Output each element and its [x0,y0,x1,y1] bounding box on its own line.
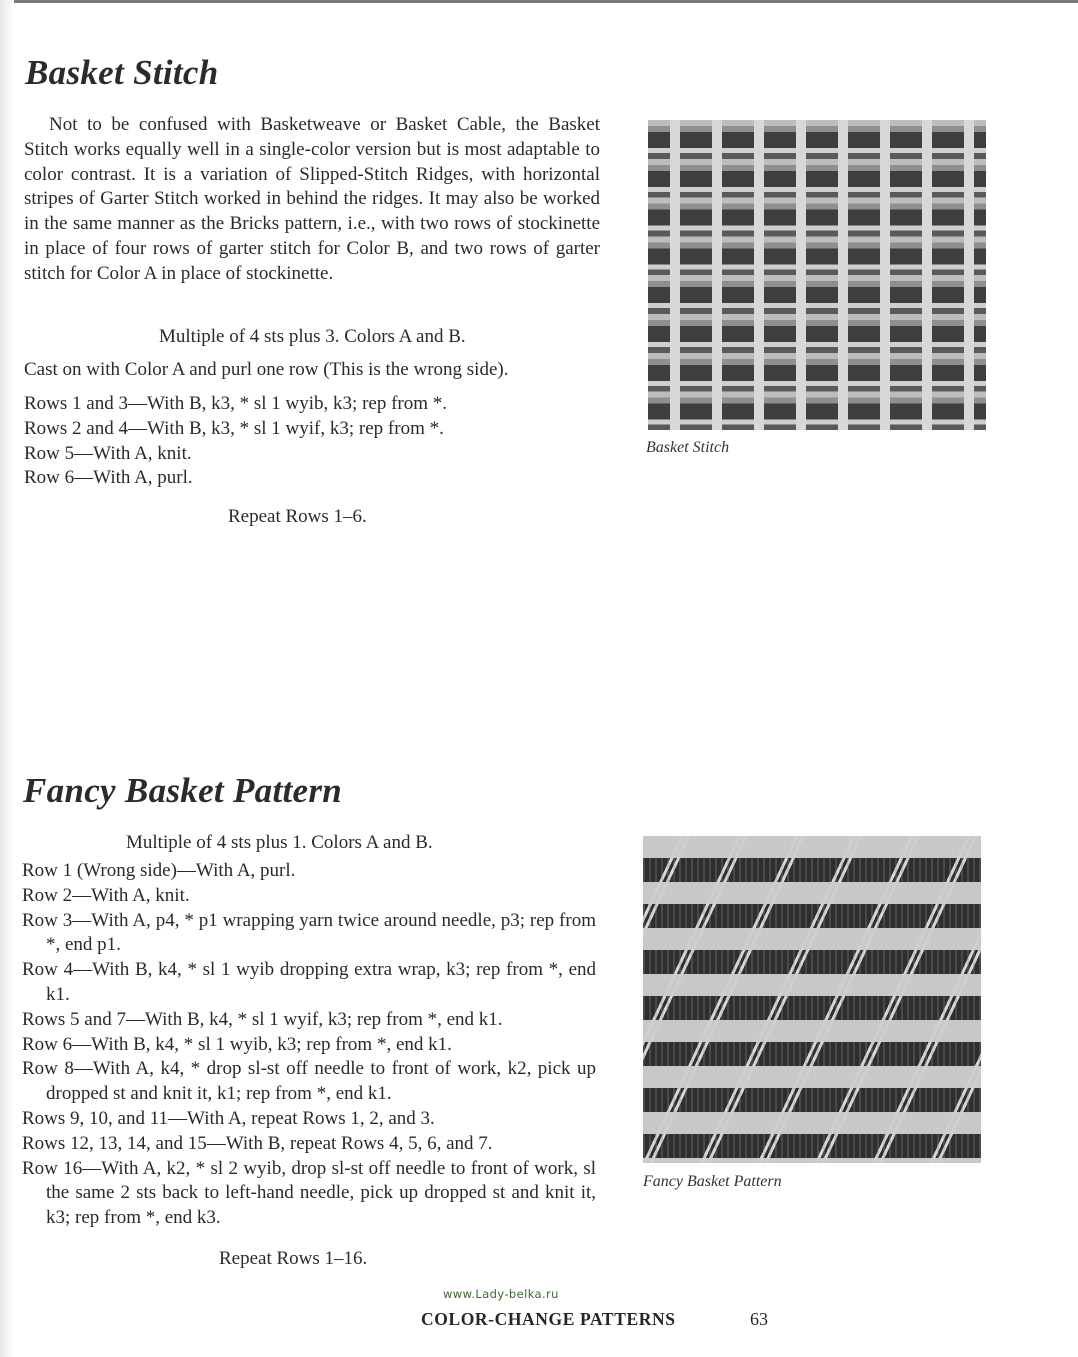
scan-edge-top [0,0,1078,3]
row-instruction: Rows 2 and 4—With B, k3, * sl 1 wyif, k3; rep from *. [24,417,444,439]
watermark-link[interactable]: www.Lady-belka.ru [443,1287,559,1301]
row-instruction: Row 6—With A, purl. [24,467,193,489]
repeat-instruction: Repeat Rows 1–6. [228,506,367,527]
row-instruction: Rows 5 and 7—With B, k4, * sl 1 wyif, k3; rep from *, end k1. [22,1008,503,1030]
fancy-basket-photo [643,836,981,1163]
row-instruction: Rows 9, 10, and 11—With A, repeat Rows 1, 2, and 3. [22,1107,435,1129]
section-title-basket-stitch: Basket Stitch [25,53,219,92]
section-title-fancy-basket: Fancy Basket Pattern [23,771,343,810]
basket-stitch-photo [648,120,986,430]
scan-edge-left [0,0,14,1357]
row-instructions [24,392,598,491]
repeat-instruction: Repeat Rows 1–16. [219,1248,368,1269]
photo-caption: Basket Stitch [646,439,730,456]
page-number: 63 [750,1309,768,1329]
chapter-title: COLOR-CHANGE PATTERNS [421,1309,676,1329]
row-instruction: Row 3—With A, p4, * p1 wrapping yarn twice around needle, p3; rep from *, end p1. [22,909,596,956]
photo-caption: Fancy Basket Pattern [643,1173,782,1190]
intro-paragraph: Not to be confused with Basketweave or Basket Cable, the Basket Stitch works equally well in a single-color version but is most adaptable to color contrast. It is a variation of Slipped-Stitch Ridges, with horizontal stripes of Garter Stitch worked in behind the ridges. It may also be worked in the same manner as the Bricks pattern, i.e., with two rows of stockinette in place of four rows of garter stitch for Color B, and two rows of garter stitch for Color A in place of stockinette. [24,114,600,284]
row-instruction: Row 4—With B, k4, * sl 1 wyib dropping extra wrap, k3; rep from *, end k1. [22,959,596,1005]
row-instruction: Rows 1 and 3—With B, k3, * sl 1 wyib, k3; rep from *. [24,393,448,414]
row-instruction: Row 2—With A, knit. [22,884,190,906]
cast-on-instruction: Cast on with Color A and purl one row (This is the wrong side). [24,359,509,380]
row-instruction: Row 16—With A, k2, * sl 2 wyib, drop sl-st off needle to front of work, sl the same 2 sts back to left-hand needle, pick up dropped st and knit it, k3; rep from *, end k3. [22,1157,596,1229]
row-instruction: Row 5—With A, knit. [24,442,192,464]
stitch-multiple: Multiple of 4 sts plus 3. Colors A and B. [159,326,466,347]
stitch-multiple: Multiple of 4 sts plus 1. Colors A and B. [126,832,433,853]
row-instruction: Rows 12, 13, 14, and 15—With B, repeat Rows 4, 5, 6, and 7. [22,1132,493,1154]
row-instruction: Row 8—With A, k4, * drop sl-st off needle to front of work, k2, pick up dropped st and knit it, k1; rep from *, end k1. [22,1058,596,1105]
row-instruction: Row 6—With B, k4, * sl 1 wyib, k3; rep from *, end k1. [22,1033,452,1055]
row-instruction: Row 1 (Wrong side)—With A, purl. [22,860,296,881]
row-instructions [22,859,596,1231]
